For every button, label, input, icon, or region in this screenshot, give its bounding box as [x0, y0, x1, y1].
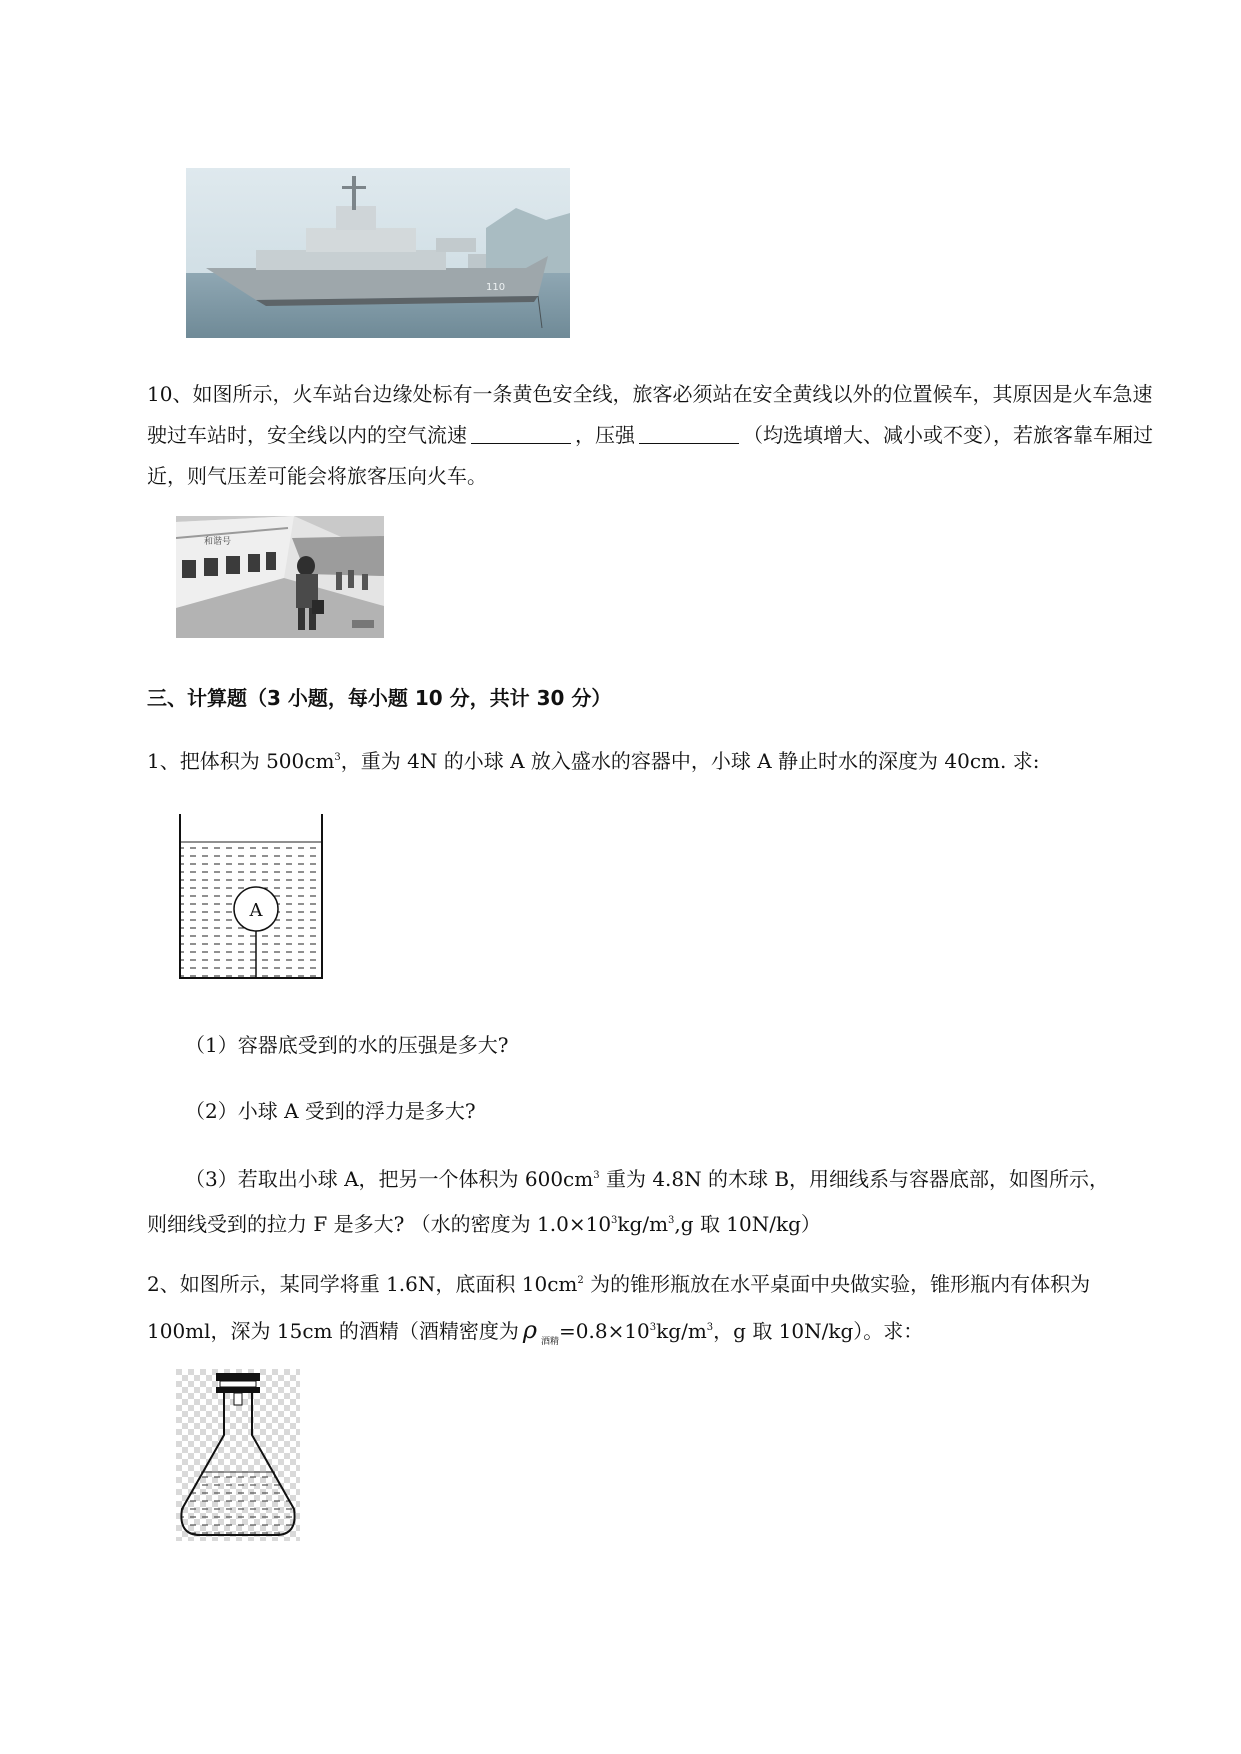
train-platform-photo: [176, 516, 384, 638]
calc1-sub-question-3: [147, 1155, 1205, 1245]
calc2-sup3: 3: [706, 1322, 714, 1333]
q10-text-a: 10、如图所示，火车站台边缘处标有一条黄色安全线，旅客必须站在安全黄线以外的位置候车，其原因是火车急速驶过车站时，安全线以内的空气流速: [147, 382, 1153, 447]
q10-text-b: ，压强: [575, 423, 635, 447]
density-symbol: ρ: [522, 1316, 537, 1344]
calc-question-1: [147, 740, 1167, 779]
sub3-sup3: 3: [668, 1215, 675, 1226]
calc2-stem-a: 2、如图所示，某同学将重 1.6N，底面积 10cm: [147, 1272, 578, 1296]
sub3-sup2: 3: [611, 1215, 618, 1226]
airflow-answer-blank[interactable]: [471, 423, 571, 444]
calc1-sub-question-2: （2）小球 A 受到的浮力是多大?: [185, 1099, 476, 1123]
sub3-d: kg/m: [617, 1212, 669, 1236]
calc2-stem-c: =0.8×10: [559, 1319, 650, 1343]
calc-question-2: [147, 1259, 1167, 1364]
calc1-stem-a: 1、把体积为 500cm: [147, 749, 335, 773]
calc2-stem-b: 为的锥形瓶放在水平桌面中央做实验，锥形瓶内有体积为 100ml，深为 15cm 的酒精（酒精密度为: [147, 1272, 1091, 1343]
question-10: [147, 374, 1167, 497]
calc2-stem-d: kg/m: [656, 1319, 707, 1343]
sub3-e: ,g 取 10N/kg）: [674, 1212, 821, 1236]
sub3-a: （3）若取出小球 A，把另一个体积为 600cm: [185, 1167, 594, 1191]
warship-photo: [186, 168, 570, 338]
calc1-sub-question-1: （1）容器底受到的水的压强是多大?: [185, 1033, 509, 1057]
calc2-sup1: 2: [577, 1275, 584, 1286]
sub3-c: 则细线受到的拉力 F 是多大? （水的密度为 1.0×10: [147, 1212, 612, 1236]
pressure-answer-blank[interactable]: [639, 423, 739, 444]
calc2-stem-e: ，g 取 10N/kg）。求：: [713, 1319, 924, 1343]
calc1-sup: 3: [334, 752, 341, 763]
svg-text:和谐号: 和谐号: [204, 537, 232, 547]
calc1-stem-b: ，重为 4N 的小球 A 放入盛水的容器中，小球 A 静止时水的深度为 40cm. 求:: [340, 749, 1040, 773]
water-container-diagram: [176, 812, 326, 982]
density-subscript: 酒精: [540, 1337, 559, 1347]
q10-text-c: （均选填增大、减小或不变），若旅客靠车厢过近，则气压差可能会将旅客压向火车。: [147, 423, 1153, 488]
sub3-sup1: 3: [593, 1170, 600, 1181]
sub3-b: 重为 4.8N 的木球 B，用细线系与容器底部，如图所示，: [599, 1167, 1110, 1191]
conical-flask-diagram: [176, 1369, 300, 1541]
sub3-continuation: [147, 1200, 1205, 1245]
section-heading: 三、计算题（3 小题，每小题 10 分，共计 30 分）: [147, 686, 612, 710]
svg-text:110: 110: [486, 282, 506, 293]
calc2-sup2: 3: [649, 1322, 657, 1333]
ball-a-label: A: [249, 900, 263, 921]
